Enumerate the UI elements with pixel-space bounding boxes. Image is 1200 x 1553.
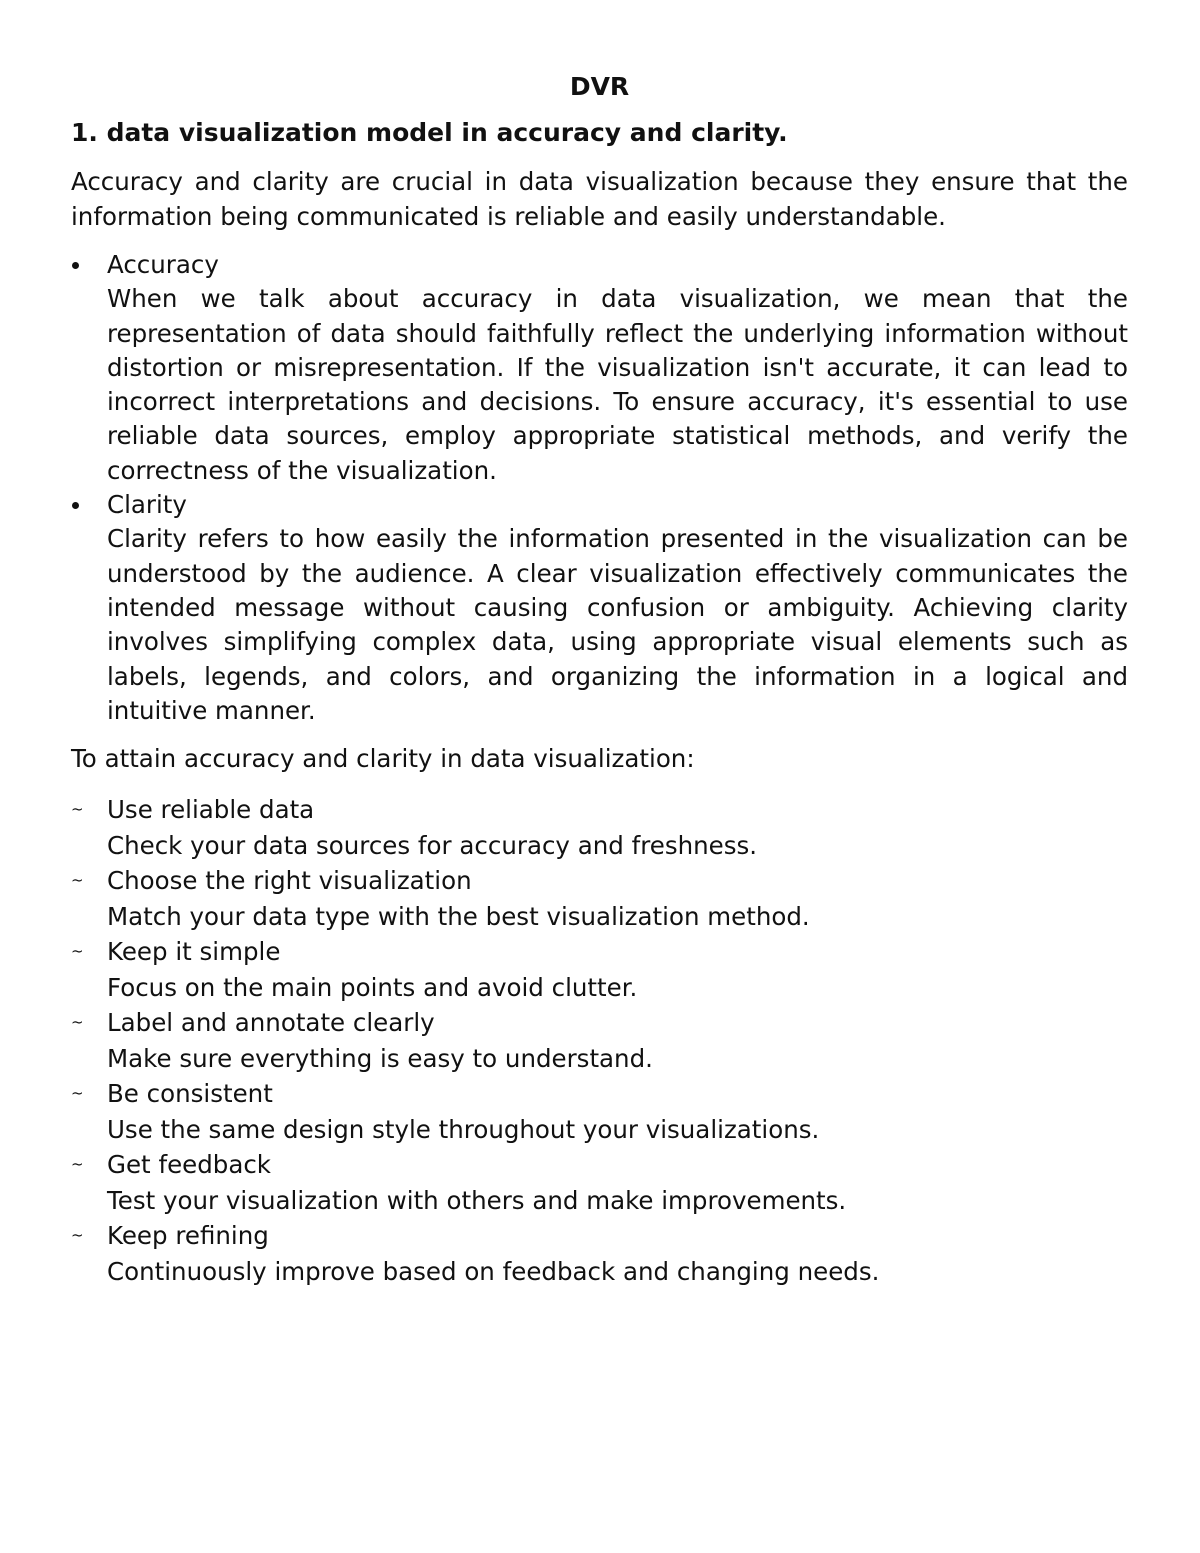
step-item	[71, 1005, 1128, 1076]
bullet-list	[71, 248, 1128, 728]
section-heading: 1. data visualization model in accuracy and clarity.	[71, 118, 788, 147]
step-title: Keep it simple	[107, 937, 281, 967]
step-item	[71, 863, 1128, 934]
step-body: Focus on the main points and avoid clutter.	[107, 972, 638, 1002]
tilde-bullet-icon: ~	[71, 1155, 84, 1174]
step-body: Check your data sources for accuracy and freshness.	[107, 830, 758, 860]
document-title: DVR	[569, 72, 630, 101]
step-title: Be consistent	[107, 1079, 273, 1109]
steps-list	[71, 792, 1128, 1289]
step-body: Use the same design style throughout your visualizations.	[107, 1114, 820, 1144]
step-title: Use reliable data	[107, 795, 315, 825]
document-page	[71, 70, 1128, 1289]
list-item-accuracy	[71, 248, 1128, 488]
step-title: Get feedback	[107, 1150, 271, 1180]
step-item	[71, 1076, 1128, 1147]
step-title: Choose the right visualization	[107, 866, 472, 896]
tilde-bullet-icon: ~	[71, 1013, 84, 1032]
tilde-bullet-icon: ~	[71, 1084, 84, 1103]
tilde-bullet-icon: ~	[71, 871, 84, 890]
list-item-title: Accuracy	[107, 250, 219, 279]
list-item-title: Clarity	[107, 490, 187, 520]
step-body: Make sure everything is easy to understand.	[107, 1043, 653, 1073]
step-body: Match your data type with the best visualization method.	[107, 901, 810, 931]
step-item	[71, 934, 1128, 1005]
tilde-bullet-icon: ~	[71, 942, 84, 961]
step-title: Keep refining	[107, 1221, 269, 1251]
step-item	[71, 1147, 1128, 1218]
list-item-body: Clarity refers to how easily the information presented in the visualization can be understood by the audience. A clear visualization effectively communicates the intended message without causing confusion or ambiguity. Achieving clarity involves simplifying complex data, using appropriate visual elements such as labels, legends, and colors, and organizing the information in a logical and intuitive manner.	[107, 524, 1128, 725]
step-item	[71, 792, 1128, 863]
step-item	[71, 1218, 1128, 1289]
intro-paragraph: Accuracy and clarity are crucial in data visualization because they ensure that the information being communicated is reliable and easily understandable.	[71, 167, 1128, 231]
tilde-bullet-icon: ~	[71, 800, 84, 819]
step-body: Test your visualization with others and make improvements.	[107, 1185, 847, 1215]
list-item-body: When we talk about accuracy in data visualization, we mean that the representation of data should faithfully reflect the underlying information without distortion or misrepresentation. If the visualization isn't accurate, it can lead to incorrect interpretations and decisions. To ensure accuracy, it's essential to use reliable data sources, employ appropriate statistical methods, and verify the correctness of the visualization.	[107, 284, 1128, 485]
list-item-clarity	[71, 488, 1128, 728]
step-title: Label and annotate clearly	[107, 1008, 435, 1038]
tilde-bullet-icon: ~	[71, 1226, 84, 1245]
step-body: Continuously improve based on feedback and changing needs.	[107, 1256, 880, 1286]
steps-lead: To attain accuracy and clarity in data visualization:	[71, 744, 695, 774]
